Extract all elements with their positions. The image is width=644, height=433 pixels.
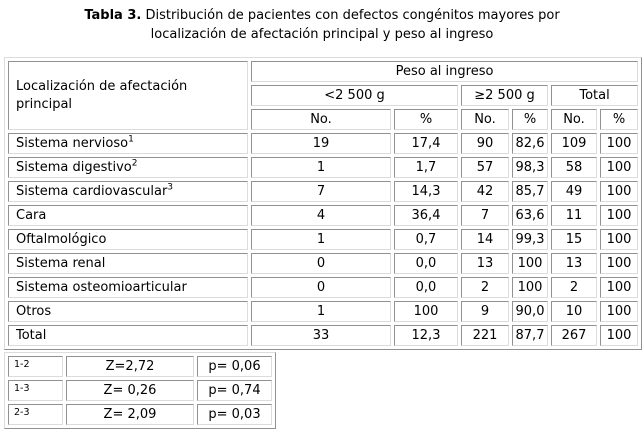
cell-value: 98,3	[512, 157, 548, 178]
cell-value: 0	[251, 277, 391, 298]
cell-value: 267	[551, 325, 597, 346]
column-header-localizacion: Localización de afectación principal	[8, 61, 248, 130]
cell-value: 1	[251, 157, 391, 178]
cell-value: 10	[551, 301, 597, 322]
stats-p-value: p= 0,03	[197, 404, 272, 425]
stats-row	[8, 404, 272, 425]
cell-value: 0,0	[394, 253, 458, 274]
table-row	[8, 157, 638, 178]
stats-comparison-label: 2-3	[8, 404, 63, 425]
table-row	[8, 133, 638, 154]
stats-table	[4, 352, 276, 429]
table-row	[8, 253, 638, 274]
cell-value: 100	[512, 253, 548, 274]
cell-value: 85,7	[512, 181, 548, 202]
cell-value: 9	[461, 301, 509, 322]
cell-value: 221	[461, 325, 509, 346]
cell-value: 100	[600, 229, 638, 250]
column-group-total: Total	[551, 85, 638, 106]
cell-value: 58	[551, 157, 597, 178]
cell-value: 100	[600, 181, 638, 202]
column-group-lt-2500: <2 500 g	[251, 85, 458, 106]
row-label: Oftalmológico	[8, 229, 248, 250]
column-header-pct: %	[600, 109, 638, 130]
cell-value: 33	[251, 325, 391, 346]
stats-z-value: Z= 2,09	[66, 404, 194, 425]
cell-value: 100	[600, 253, 638, 274]
cell-value: 1	[251, 301, 391, 322]
cell-value: 14,3	[394, 181, 458, 202]
cell-value: 0,0	[394, 277, 458, 298]
stats-p-value: p= 0,06	[197, 356, 272, 377]
cell-value: 63,6	[512, 205, 548, 226]
cell-value: 90	[461, 133, 509, 154]
cell-value: 82,6	[512, 133, 548, 154]
row-label: Otros	[8, 301, 248, 322]
table-title	[0, 0, 644, 44]
column-header-no: No.	[461, 109, 509, 130]
column-group-peso-al-ingreso: Peso al ingreso	[251, 61, 638, 82]
header-row-group	[8, 61, 638, 82]
table-title-line1	[0, 6, 644, 25]
cell-value: 17,4	[394, 133, 458, 154]
column-header-pct: %	[512, 109, 548, 130]
table-row	[8, 205, 638, 226]
table-title-line2: localización de afectación principal y peso al ingreso	[150, 27, 494, 42]
cell-value: 100	[600, 325, 638, 346]
stats-row	[8, 356, 272, 377]
row-label: Sistema renal	[8, 253, 248, 274]
cell-value: 99,3	[512, 229, 548, 250]
cell-value: 100	[600, 133, 638, 154]
cell-value: 0	[251, 253, 391, 274]
cell-value: 12,3	[394, 325, 458, 346]
cell-value: 100	[600, 301, 638, 322]
cell-value: 4	[251, 205, 391, 226]
cell-value: 13	[461, 253, 509, 274]
cell-value: 100	[394, 301, 458, 322]
column-header-no: No.	[551, 109, 597, 130]
cell-value: 49	[551, 181, 597, 202]
cell-value: 13	[551, 253, 597, 274]
row-label: Sistema cardiovascular$^3$	[8, 181, 248, 202]
footnote-marker: 1	[128, 134, 134, 145]
table-row	[8, 181, 638, 202]
column-header-no: No.	[251, 109, 391, 130]
cell-value: 36,4	[394, 205, 458, 226]
cell-value: 7	[251, 181, 391, 202]
column-header-pct: %	[394, 109, 458, 130]
cell-value: 100	[600, 205, 638, 226]
footnote-marker: 3	[167, 182, 174, 193]
cell-value: 15	[551, 229, 597, 250]
cell-value: 14	[461, 229, 509, 250]
main-table	[4, 57, 642, 350]
cell-value: 109	[551, 133, 597, 154]
row-label: Cara	[8, 205, 248, 226]
row-label: Sistema digestivo$^2$	[8, 157, 248, 178]
stats-row	[8, 380, 272, 401]
column-group-ge-2500: ≥2 500 g	[461, 85, 548, 106]
stats-z-value: Z=2,72	[66, 356, 194, 377]
cell-value: 11	[551, 205, 597, 226]
cell-value: 7	[461, 205, 509, 226]
cell-value: 87,7	[512, 325, 548, 346]
stats-p-value: p= 0,74	[197, 380, 272, 401]
stats-z-value: Z= 0,26	[66, 380, 194, 401]
stats-comparison-label: 1-3	[8, 380, 63, 401]
table-row	[8, 301, 638, 322]
table-row	[8, 229, 638, 250]
cell-value: 1	[251, 229, 391, 250]
cell-value: 19	[251, 133, 391, 154]
cell-value: 100	[512, 277, 548, 298]
cell-value: 2	[461, 277, 509, 298]
cell-value: 57	[461, 157, 509, 178]
cell-value: 0,7	[394, 229, 458, 250]
cell-value: 100	[600, 277, 638, 298]
table-row	[8, 325, 638, 346]
cell-value: 90,0	[512, 301, 548, 322]
cell-value: 1,7	[394, 157, 458, 178]
footnote-marker: 2	[131, 158, 138, 169]
table-row	[8, 277, 638, 298]
cell-value: 100	[600, 157, 638, 178]
table-title-label: Tabla 3.	[84, 8, 142, 23]
row-label: Total	[8, 325, 248, 346]
row-label: Sistema nervioso$^1$	[8, 133, 248, 154]
cell-value: 2	[551, 277, 597, 298]
table-title-text: Distribución de pacientes con defectos congénitos mayores por	[145, 8, 560, 23]
cell-value: 42	[461, 181, 509, 202]
stats-comparison-label: 1-2	[8, 356, 63, 377]
row-label: Sistema osteomioarticular	[8, 277, 248, 298]
